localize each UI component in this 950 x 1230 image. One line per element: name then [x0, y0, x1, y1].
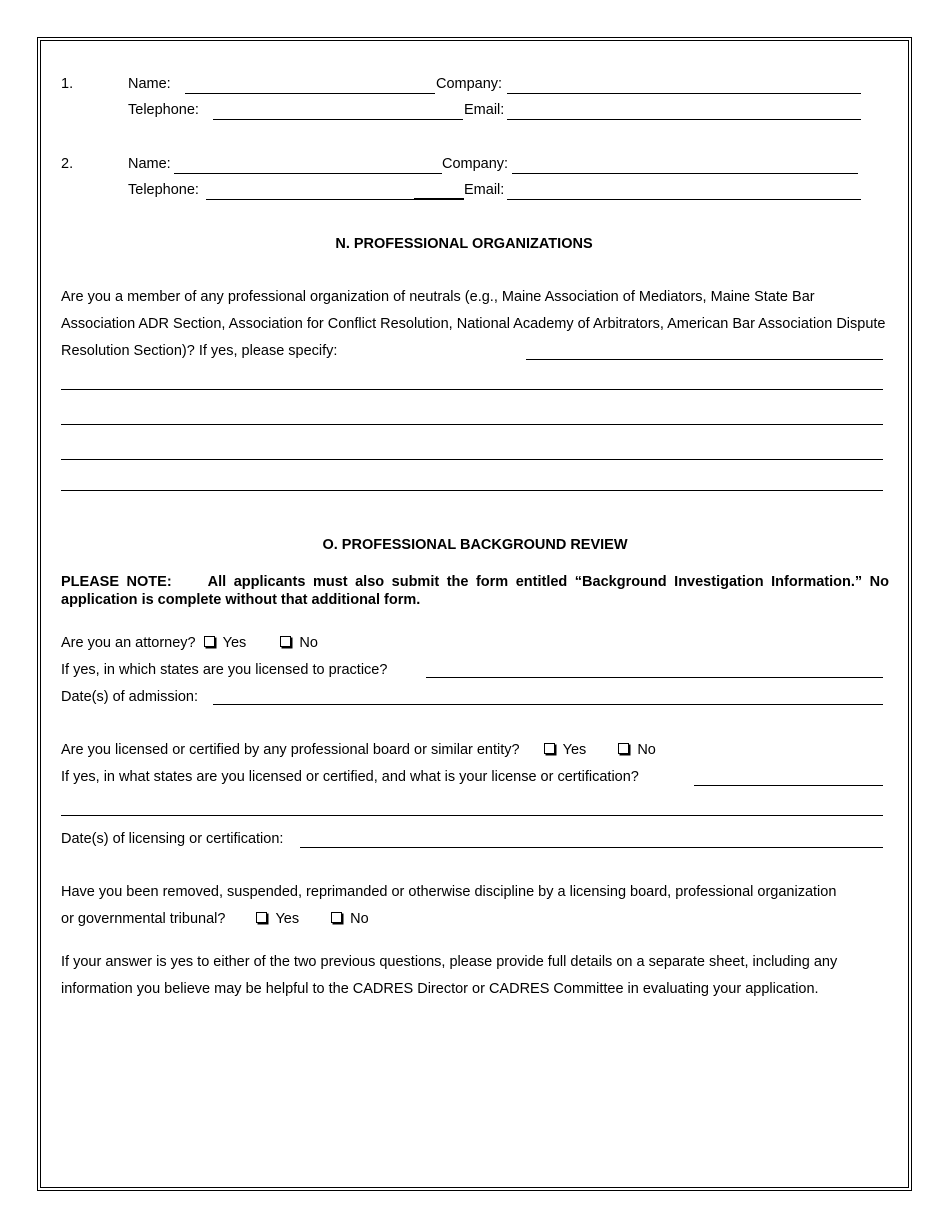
states-field[interactable] [426, 677, 883, 678]
company-label: Company: [436, 76, 503, 92]
email-label: Email: [464, 182, 505, 198]
yes-label: Yes [275, 911, 300, 927]
licensed-yes-option[interactable] [544, 742, 587, 758]
please-note-text: All applicants must also submit the form entitled “Background Investigation Information.” No application is complete without that additional form. [61, 574, 889, 608]
email-field[interactable] [507, 199, 861, 200]
organizations-line-4[interactable] [61, 490, 883, 491]
organizations-line-1[interactable] [61, 389, 883, 390]
details-instructions: If your answer is yes to either of the two previous questions, please provide full details on a separate sheet, including any information you believe may be helpful to the CADRES Director or CADRES Committee in evaluating your application. [61, 954, 838, 997]
yes-label: Yes [222, 635, 247, 651]
please-note [61, 573, 889, 609]
licensing-date-field[interactable] [300, 847, 883, 848]
section-o-heading: O. PROFESSIONAL BACKGROUND REVIEW [322, 537, 628, 553]
discipline-no-option[interactable] [331, 911, 369, 927]
attorney-no-option[interactable] [280, 635, 318, 651]
discipline-question: Have you been removed, suspended, reprimanded or otherwise discipline by a licensing board, professional organization [61, 884, 837, 900]
telephone-field[interactable] [206, 199, 464, 200]
telephone-field[interactable] [213, 119, 463, 120]
discipline-yes-option[interactable] [256, 911, 299, 927]
checkbox-icon[interactable] [544, 743, 555, 754]
checkbox-icon[interactable] [618, 743, 629, 754]
licensing-date-label: Date(s) of licensing or certification: [61, 831, 284, 847]
company-field[interactable] [507, 93, 861, 94]
page-border-inner [40, 40, 909, 1188]
checkbox-icon[interactable] [280, 636, 291, 647]
email-label: Email: [464, 102, 505, 118]
company-label: Company: [442, 156, 509, 172]
organizations-line-3[interactable] [61, 459, 883, 460]
yes-label: Yes [562, 742, 587, 758]
organizations-field[interactable] [526, 359, 883, 360]
attorney-yes-option[interactable] [204, 635, 247, 651]
admission-label: Date(s) of admission: [61, 689, 198, 705]
email-field[interactable] [507, 119, 861, 120]
telephone-label: Telephone: [128, 102, 199, 118]
licensed-no-option[interactable] [618, 742, 656, 758]
licensed-states-line-2[interactable] [61, 815, 883, 816]
licensed-question-row [61, 742, 656, 758]
admission-field[interactable] [213, 704, 883, 705]
please-note-label: PLEASE NOTE: [61, 574, 172, 590]
company-field[interactable] [512, 173, 858, 174]
name-field[interactable] [185, 93, 435, 94]
section-n-question: Are you a member of any professional organization of neutrals (e.g., Maine Association of Mediators, Maine State Bar Association ADR Section, Association for Conflict Resolution, National Academy of Arbitrators, American Bar Association Dispute Resolution Section)? If yes, please specify: [61, 289, 886, 359]
checkbox-icon[interactable] [331, 912, 342, 923]
licensed-states-question: If yes, in what states are you licensed or certified, and what is your license or certification? [61, 769, 639, 785]
no-label: No [637, 742, 656, 758]
section-n-heading: N. PROFESSIONAL ORGANIZATIONS [335, 236, 593, 252]
licensed-states-field[interactable] [694, 785, 883, 786]
discipline-question-row [61, 911, 369, 927]
name-label: Name: [128, 76, 171, 92]
checkbox-icon[interactable] [204, 636, 215, 647]
no-label: No [299, 635, 318, 651]
reference-number: 1. [61, 76, 74, 92]
attorney-question: Are you an attorney? [61, 635, 196, 651]
attorney-question-row [61, 635, 318, 651]
name-field[interactable] [174, 173, 442, 174]
name-label: Name: [128, 156, 171, 172]
no-label: No [350, 911, 369, 927]
discipline-question-end: or governmental tribunal? [61, 911, 226, 927]
reference-number: 2. [61, 156, 74, 172]
checkbox-icon[interactable] [256, 912, 267, 923]
states-question: If yes, in which states are you licensed to practice? [61, 662, 388, 678]
telephone-label: Telephone: [128, 182, 199, 198]
licensed-question: Are you licensed or certified by any professional board or similar entity? [61, 742, 520, 758]
organizations-line-2[interactable] [61, 424, 883, 425]
field-underline-segment [414, 198, 464, 199]
